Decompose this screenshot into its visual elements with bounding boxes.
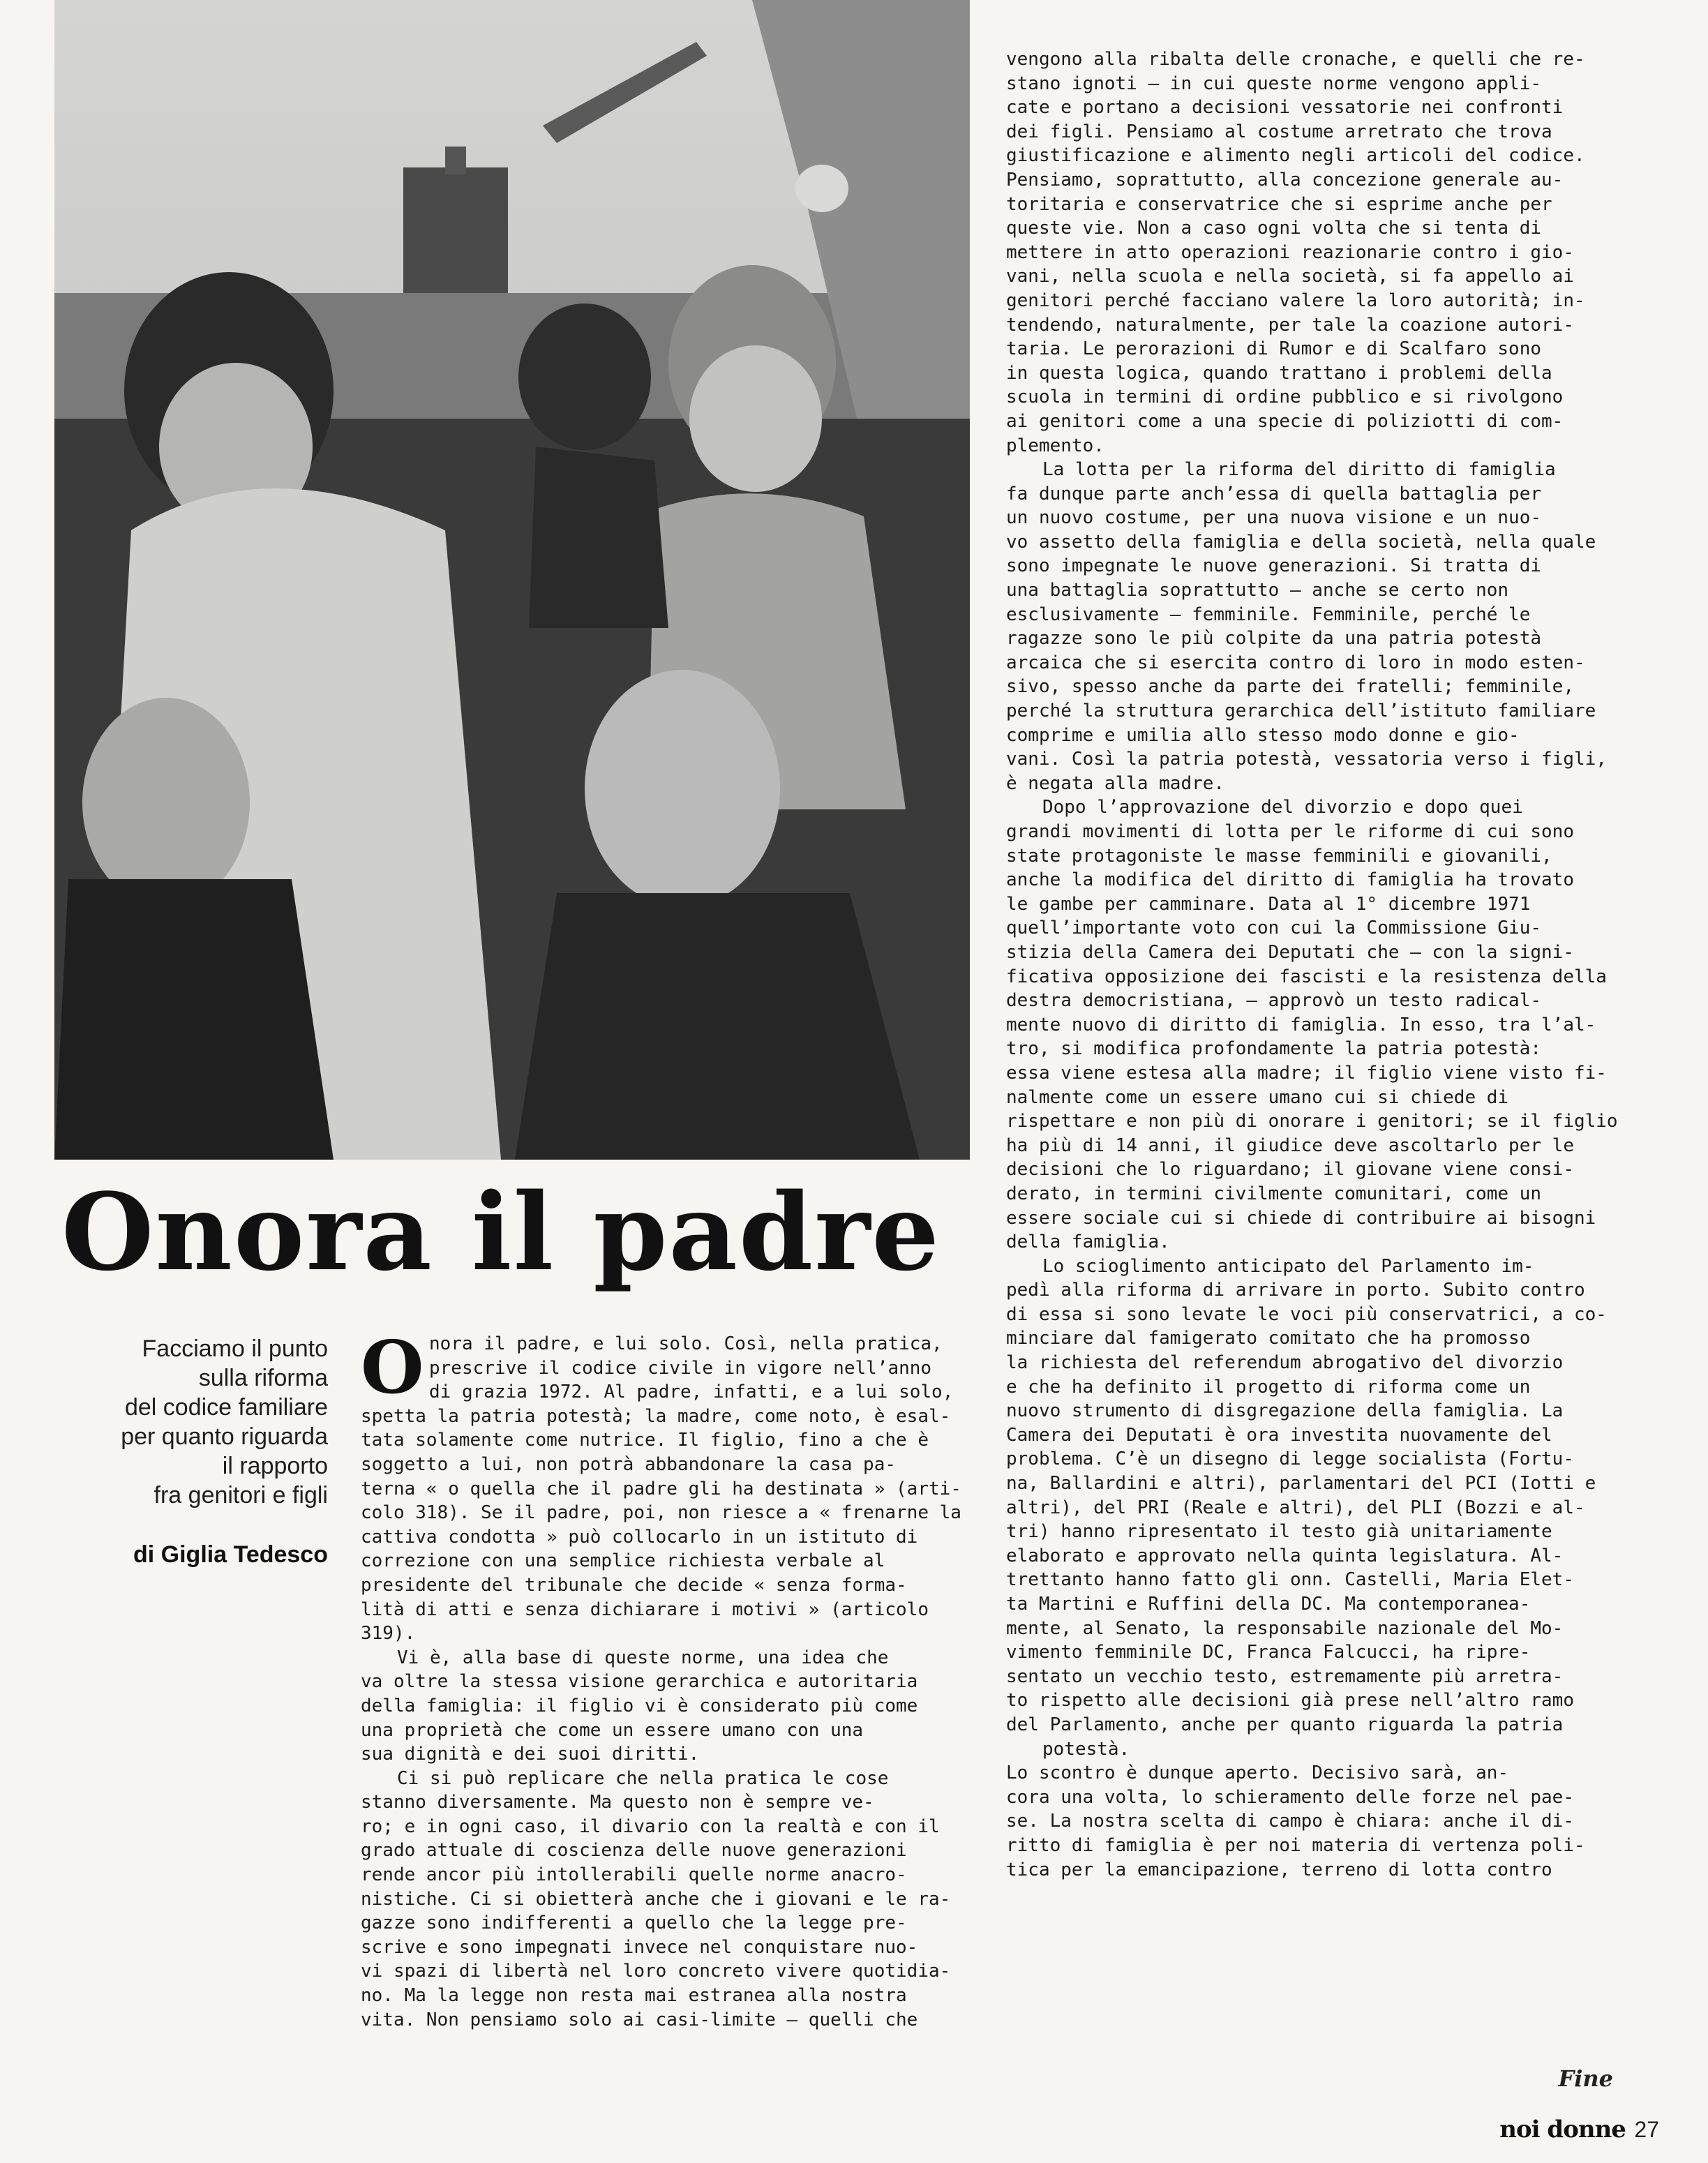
text-line: ritto di famiglia è per noi materia di vertenza poli- [1006, 1834, 1585, 1856]
text-line: vimento femminile DC, Franca Falcucci, ha ripre- [1006, 1642, 1531, 1663]
text-line: vengono alla ribalta delle cronache, e quelli che re- [1006, 49, 1585, 70]
text-line: mettere in atto operazioni reazionarie contro i gio- [1006, 241, 1574, 263]
text-line: e che ha definito il progetto di riforma come un [1006, 1376, 1531, 1398]
photo-illustration [54, 0, 970, 1160]
text-line: lità di atti e senza dichiarare i motivi » (articolo [361, 1599, 929, 1620]
text-line: no. Ma la legge non resta mai estranea alla nostra [361, 1985, 907, 2007]
text-line: Camera dei Deputati è ora investita nuovamente del [1006, 1424, 1552, 1446]
text-line: giustificazione e alimento negli articoli del codice. [1006, 145, 1585, 167]
text-line: Lo scontro è dunque aperto. Decisivo sarà, an- [1006, 1762, 1509, 1784]
text-line: sua dignità e dei suoi diritti. [361, 1744, 700, 1765]
text-line: va oltre la stessa visione gerarchica e autoritaria [361, 1671, 918, 1693]
text-line: tata solamente come nutrice. Il figlio, fino a che è [361, 1430, 929, 1451]
text-line: ragazze sono le più colpite da una patria potestà [1006, 628, 1542, 650]
text-line: Pensiamo, soprattutto, alla concezione generale au- [1006, 169, 1564, 190]
text-line: tro, si modifica profondamente la patria potestà: [1006, 1038, 1542, 1060]
text-line: na, Ballardini e altri), parlamentari del PCI (Iotti e [1006, 1473, 1596, 1495]
text-line: prescrive il codice civile in vigore nell’anno [429, 1357, 932, 1379]
page-footer [1499, 2116, 1659, 2143]
text-line: potestà. [1042, 1738, 1130, 1760]
text-line: scuola in termini di ordine pubblico e si rivolgono [1006, 387, 1564, 408]
text-line: mente, al Senato, la responsabile nazionale del Mo- [1006, 1617, 1564, 1639]
text-line: toritaria e conservatrice che si esprime anche per [1006, 193, 1552, 215]
text-line: del Parlamento, anche per quanto riguarda la patria [1006, 1714, 1564, 1735]
text-line: destra democristiana, — approvò un testo radical- [1006, 990, 1542, 1012]
standfirst-line: del codice familiare [124, 1394, 328, 1421]
text-line: cattiva condotta » può collocarlo in un istituto di [361, 1526, 918, 1548]
text-line: scrive e sono impegnati invece nel conquistare nuo- [361, 1936, 918, 1958]
text-line: nora il padre, e lui solo. Così, nella pratica, [429, 1333, 943, 1354]
text-line: plemento. [1006, 435, 1104, 456]
text-line: stano ignoti — in cui queste norme vengono appli- [1006, 73, 1542, 94]
article-title: Onora il padre [61, 1169, 941, 1294]
text-line: dei figli. Pensiamo al costume arretrato che trova [1006, 121, 1552, 142]
text-line: le gambe per camminare. Data al 1° dicembre 1971 [1006, 893, 1531, 915]
text-line: cora una volta, lo schieramento delle forze nel pae- [1006, 1786, 1574, 1808]
text-line: ta Martini e Ruffini della DC. Ma contemporanea- [1006, 1594, 1531, 1615]
text-line: di essa si sono levate le voci più conservatrici, a co- [1006, 1303, 1607, 1325]
text-line: nalmente come un essere umano cui si chiede di [1006, 1086, 1509, 1108]
article-standfirst [56, 1334, 328, 1510]
text-line: tica per la emancipazione, terreno di lotta contro [1006, 1859, 1552, 1880]
text-line: decisioni che lo riguardano; il giovane viene consi- [1006, 1159, 1574, 1181]
text-line: minciare dal famigerato comitato che ha promosso [1006, 1328, 1531, 1349]
article-photo [54, 0, 970, 1160]
text-line: nistiche. Ci si obietterà anche che i giovani e le ra- [361, 1888, 951, 1910]
text-line: tendendo, naturalmente, per tale la coazione autori- [1006, 314, 1574, 336]
text-line: vani, nella scuola e nella società, si fa appello ai [1006, 266, 1574, 287]
text-line: della famiglia: il figlio vi è considerato più come [361, 1695, 918, 1716]
text-line: Dopo l’approvazione del divorzio e dopo quei [1042, 797, 1523, 818]
text-line: sentato un vecchio testo, estremamente più arretra- [1006, 1666, 1564, 1687]
text-line: anche la modifica del diritto di famiglia ha trovato [1006, 869, 1574, 891]
text-line: tri) hanno ripresentato il testo già unitariamente [1006, 1521, 1552, 1543]
text-line: è negata alla madre. [1006, 772, 1225, 794]
article-signoff: Fine [1558, 2065, 1613, 2092]
text-line: un nuovo costume, per una nuova visione e un nuo- [1006, 507, 1542, 529]
text-line: fa dunque parte anch’essa di quella battaglia per [1006, 483, 1542, 504]
text-line: quell’importante voto con cui la Commissione Giu- [1006, 918, 1542, 939]
text-line: grandi movimenti di lotta per le riforme di cui sono [1006, 821, 1574, 842]
text-line: Vi è, alla base di queste norme, una idea che [397, 1647, 889, 1668]
standfirst-line: Facciamo il punto [142, 1335, 328, 1362]
text-line: cate e portano a decisioni vessatorie nei confronti [1006, 97, 1564, 119]
text-line: nuovo strumento di disgregazione della famiglia. La [1006, 1400, 1564, 1422]
text-line: ai genitori come a una specie di poliziotti di com- [1006, 410, 1564, 432]
left-text-column [361, 1324, 982, 2032]
text-line: pedì alla riforma di arrivare in porto. Subito contro [1006, 1280, 1585, 1301]
text-line: state protagoniste le masse femminili e giovanili, [1006, 845, 1552, 867]
text-line: vo assetto della famiglia e della società, nella quale [1006, 531, 1596, 553]
text-line: vani. Così la patria potestà, vessatoria verso i figli, [1006, 749, 1607, 770]
text-line: della famiglia. [1006, 1232, 1170, 1253]
text-line: comprime e umilia allo stesso modo donne e gio- [1006, 724, 1520, 746]
text-line: mente nuovo di diritto di famiglia. In esso, tra l’al- [1006, 1014, 1596, 1035]
text-line: ha più di 14 anni, il giudice deve ascoltarlo per le [1006, 1135, 1574, 1156]
drop-cap: O [361, 1324, 424, 1410]
text-line: vi spazi di libertà nel loro concreto vivere quotidia- [361, 1961, 951, 1982]
standfirst-line: fra genitori e figli [153, 1482, 328, 1509]
text-line: una battaglia soprattutto — anche se certo non [1006, 580, 1509, 601]
page-number: 27 [1634, 2117, 1659, 2142]
text-line: colo 318). Se il padre, poi, non riesce a « frenarne la [361, 1502, 961, 1524]
text-line: spetta la patria potestà; la madre, come noto, è esal- [361, 1405, 951, 1427]
text-line: Ci si può replicare che nella pratica le cose [397, 1767, 889, 1789]
text-line: di grazia 1972. Al padre, infatti, e a lui solo, [429, 1382, 954, 1403]
text-line: perché la struttura gerarchica dell’istituto familiare [1006, 701, 1596, 722]
text-line: rende ancor più intollerabili quelle norme anacro- [361, 1864, 907, 1886]
text-line: arcaica che si esercita contro di loro in modo esten- [1006, 652, 1585, 673]
text-line: derato, in termini civilmente comunitari, come un [1006, 1183, 1542, 1204]
text-line: grado attuale di coscienza delle nuove generazioni [361, 1840, 907, 1862]
text-line: to rispetto alle decisioni già prese nell’altro ramo [1006, 1690, 1574, 1712]
text-line: esclusivamente — femminile. Femminile, perché le [1006, 604, 1531, 625]
text-line: Lo scioglimento anticipato del Parlamento im- [1042, 1255, 1534, 1277]
text-line: ro; e in ogni caso, il divario con la realtà e con il [361, 1816, 940, 1837]
text-line: sivo, spesso anche da parte dei fratelli; femminile, [1006, 676, 1574, 698]
text-line: terna « o quella che il padre gli ha destinata » (arti- [361, 1478, 961, 1499]
text-line: stanno diversamente. Ma questo non è sempre ve- [361, 1792, 874, 1813]
text-line: stizia della Camera dei Deputati che — con la signi- [1006, 941, 1574, 963]
text-line: essa viene estesa alla madre; il figlio viene visto fi- [1006, 1062, 1607, 1084]
text-line: queste vie. Non a caso ogni volta che si tenta di [1006, 218, 1542, 239]
text-line: ficativa opposizione dei fascisti e la resistenza della [1006, 966, 1607, 987]
text-line: essere sociale cui si chiede di contribuire ai bisogni [1006, 1207, 1596, 1229]
text-line: soggetto a lui, non potrà abbandonare la casa pa- [361, 1453, 897, 1475]
text-line: vita. Non pensiamo solo ai casi-limite — quelli che [361, 2009, 918, 2030]
article-byline: di Giglia Tedesco [133, 1541, 328, 1568]
text-line: elaborato e approvato nella quinta legislatura. Al- [1006, 1545, 1564, 1566]
text-line: trettanto hanno fatto gli onn. Castelli, Maria Elet- [1006, 1569, 1574, 1591]
text-line: rispettare e non più di onorare i genitori; se il figlio [1006, 1111, 1618, 1132]
text-line: in questa logica, quando trattano i problemi della [1006, 362, 1552, 384]
standfirst-line: per quanto riguarda [121, 1423, 328, 1450]
standfirst-line: il rapporto [222, 1453, 328, 1479]
text-line: La lotta per la riforma del diritto di famiglia [1042, 459, 1556, 481]
right-text-column [1006, 47, 1648, 1882]
text-line: genitori perché facciano valere la loro autorità; in- [1006, 290, 1585, 311]
text-line: taria. Le perorazioni di Rumor e di Scalfaro sono [1006, 338, 1542, 360]
text-line: presidente del tribunale che decide « senza forma- [361, 1574, 907, 1596]
text-line: problema. C’è un disegno di legge socialista (Fortu- [1006, 1449, 1574, 1470]
text-line: la richiesta del referendum abrogativo del divorzio [1006, 1352, 1564, 1374]
text-line: gazze sono indifferenti a quello che la legge pre- [361, 1913, 907, 1934]
text-line: se. La nostra scelta di campo è chiara: anche il di- [1006, 1811, 1574, 1832]
text-line: sono impegnate le nuove generazioni. Si tratta di [1006, 555, 1542, 577]
text-line: altri), del PRI (Reale e altri), del PLI (Bozzi e al- [1006, 1497, 1585, 1518]
text-line: correzione con una semplice richiesta verbale al [361, 1550, 885, 1572]
text-line: una proprietà che come un essere umano con una [361, 1719, 864, 1741]
standfirst-line: sulla riforma [198, 1365, 328, 1391]
text-line: 319). [361, 1623, 416, 1645]
magazine-logo: noi donne [1499, 2116, 1626, 2143]
